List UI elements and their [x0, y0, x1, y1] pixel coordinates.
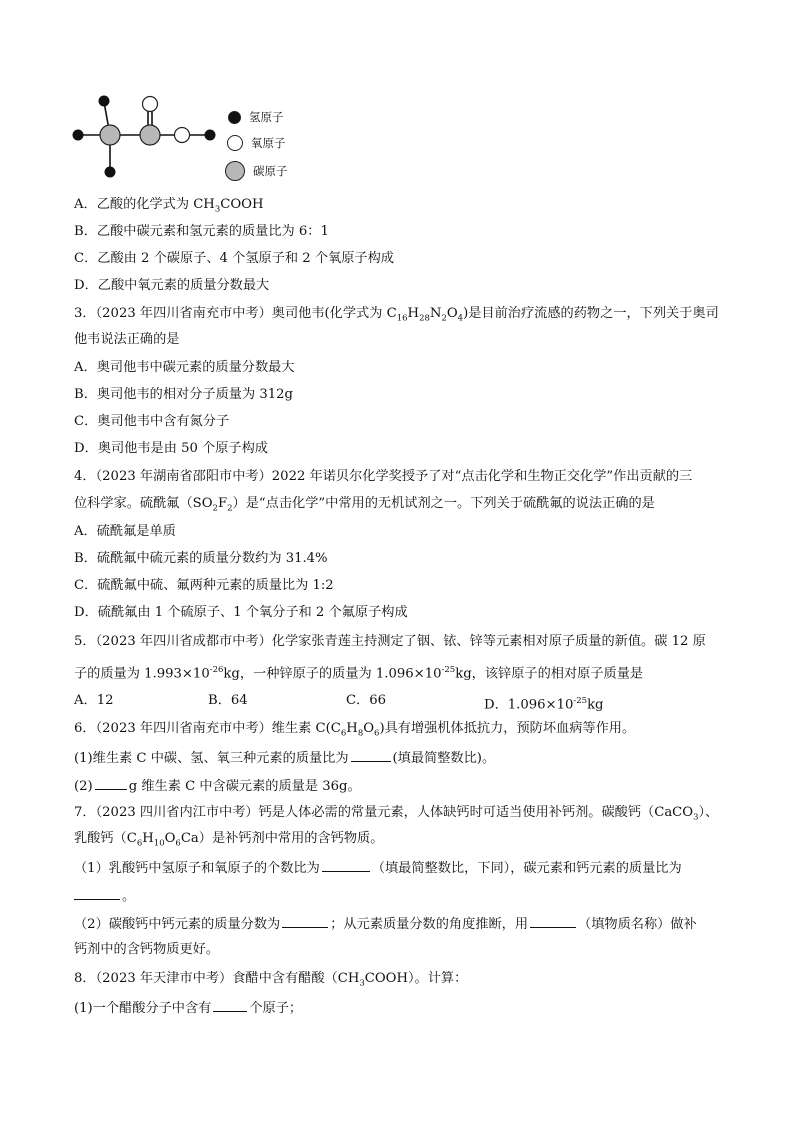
q4-stem: 4．（2023 年湖南省邵阳市中考）2022 年诺贝尔化学奖授予了对“点击化学和生物正交化学”作出贡献的三 — [74, 469, 693, 484]
q5-option-d: D．$1.096\times 10^{-25}kg$ — [484, 696, 604, 713]
q8-part-1: (1)一个醋酸分子中含有 个原子； — [74, 997, 734, 1019]
q4-option-d: D．硫酰氟由 1 个硫原子、1 个氧分子和 2 个氟原子构成 — [74, 605, 408, 620]
q5-option-c: C．66 — [346, 693, 387, 708]
answer-blank[interactable] — [74, 885, 120, 900]
q4-option-c: C．硫酰氟中硫、氟两种元素的质量比为 1:2 — [74, 578, 334, 593]
q3-option-c: C．奥司他韦中含有氮分子 — [74, 414, 230, 429]
q3-option-b: B．奥司他韦的相对分子质量为 312g — [74, 387, 293, 402]
oxygen-atom — [175, 128, 190, 143]
q3-option-a: A．奥司他韦中碳元素的质量分数最大 — [74, 360, 295, 375]
q7-stem-cont: 乳酸钙$(C_6H_{10}O_6Ca)$是补钙剂中常用的含钙物质。 — [74, 831, 384, 849]
carbon-atom — [100, 125, 120, 145]
hydrogen-atom — [99, 96, 110, 107]
q7-part-1-cont: 。 — [74, 885, 734, 907]
q2-option-a: A．乙酸的化学式为 $CH_3COOH$ — [74, 197, 264, 215]
q7-part-2-cont: 钙剂中的含钙物质更好。 — [74, 942, 220, 957]
q7-part-1: （1）乳酸钙中氢原子和氧原子的个数比为 （填最简整数比，下同），碳元素和钙元素的质量比为 — [74, 857, 734, 879]
q5-option-a: A．12 — [74, 693, 114, 708]
legend-oxygen — [228, 132, 286, 154]
q4-stem-cont: 位科学家。硫酰氟$(SO_2F_2)$是“点击化学”中常用的无机试剂之一。下列关于硫酰氟的说法正确的是 — [74, 496, 655, 514]
q5-option-b: B．64 — [208, 693, 248, 708]
hydrogen-atom — [105, 167, 116, 178]
answer-blank[interactable] — [282, 913, 328, 928]
hydrogen-atom — [205, 130, 216, 141]
legend-hydrogen — [228, 106, 284, 128]
q4-option-a: A．硫酰氟是单质 — [74, 524, 176, 539]
q2-option-d: D．乙酸中氧元素的质量分数最大 — [74, 278, 270, 293]
hydrogen-atom — [73, 130, 84, 141]
q5-stem: 5．（2023 年四川省成都市中考）化学家张青莲主持测定了铟、铱、锌等元素相对原子质量的新值。碳 12 原 — [74, 634, 706, 649]
q7-stem: 7．（2023 四川省内江市中考）钙是人体必需的常量元素，人体缺钙时可适当使用补钙剂。碳酸钙（CaCO$_3$）、 — [74, 805, 719, 823]
q3-stem-cont: 他韦说法正确的是 — [74, 332, 180, 347]
answer-blank[interactable] — [322, 857, 370, 872]
answer-blank[interactable] — [213, 997, 247, 1012]
q6-part-1: (1)维生素 C 中碳、氢、氧三种元素的质量比为 (填最简整数比)。 — [74, 747, 734, 769]
q6-part-2: (2) g 维生素 C 中含碳元素的质量是 36g。 — [74, 775, 734, 797]
atom-legend — [228, 106, 348, 186]
q2-option-b: B．乙酸中碳元素和氢元素的质量比为 6：1 — [74, 224, 329, 239]
q5-stem-cont: 子的质量为 $1.993\times 10^{-26}kg$，一种锌原子的质量为 $1.096\times 10^{-25}kg$，该锌原子的相对原子质量是 — [74, 665, 644, 682]
legend-carbon — [228, 160, 288, 182]
legend-label-hydrogen: 氢原子 — [249, 110, 284, 124]
answer-blank[interactable] — [530, 913, 576, 928]
answer-blank[interactable] — [351, 747, 391, 762]
oxygen-legend-icon — [227, 135, 243, 151]
oxygen-atom — [143, 97, 158, 112]
q7-part-2: （2）碳酸钙中钙元素的质量分数为 ；从元素质量分数的角度推断，用 （填物质名称）做补 — [74, 913, 734, 935]
carbon-atom — [140, 125, 160, 145]
legend-label-carbon: 碳原子 — [253, 164, 288, 178]
answer-blank[interactable] — [95, 775, 127, 790]
hydrogen-legend-icon — [228, 111, 241, 124]
q6-stem: 6．（2023 年四川省南充市中考）维生素 $C(C_6H_8O_6)$具有增强机体抵抗力，预防坏血病等作用。 — [74, 721, 636, 739]
q2-option-c: C．乙酸由 2 个碳原子、4 个氢原子和 2 个氧原子构成 — [74, 251, 394, 266]
carbon-legend-icon — [225, 161, 245, 181]
q4-option-b: B．硫酰氟中硫元素的质量分数约为 31.4% — [74, 551, 328, 566]
q3-option-d: D．奥司他韦是由 50 个原子构成 — [74, 441, 268, 456]
q3-stem: 3．（2023 年四川省南充市中考）奥司他韦(化学式为 $C_{16}H_{28}N_2O_4$)是目前治疗流感的药物之一，下列关于奥司 — [74, 306, 719, 324]
acetic-acid-molecule-diagram — [66, 92, 226, 184]
legend-label-oxygen: 氧原子 — [251, 136, 286, 150]
q8-stem: 8．（2023 年天津市中考）食醋中含有醋酸$(CH_3COOH)$。计算： — [74, 971, 468, 989]
